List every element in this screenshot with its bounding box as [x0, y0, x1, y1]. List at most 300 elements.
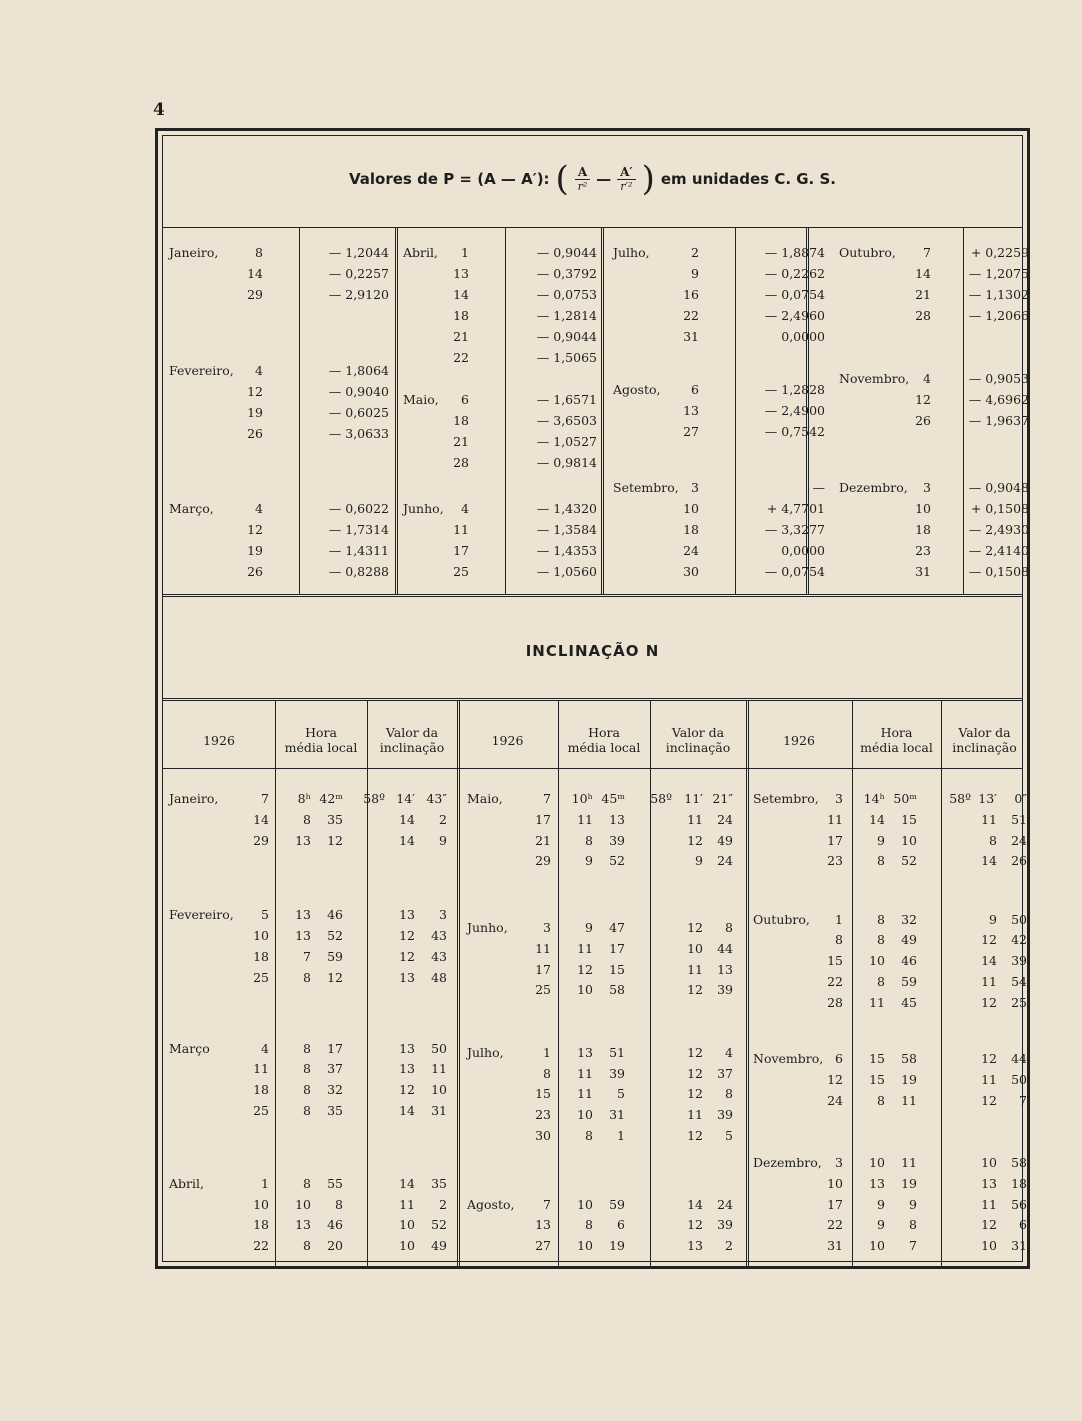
incl-arcmin-cell: 12: [399, 1082, 415, 1098]
p-day-cell: 10: [683, 501, 699, 517]
incl-minute-cell: 8: [909, 1217, 917, 1233]
incl-hour-cell: 8: [585, 1217, 593, 1233]
incl-day-cell: 27: [535, 1238, 551, 1254]
incl-arcmin-cell: 10: [399, 1217, 415, 1233]
incl-arcmin-cell: 8: [989, 832, 997, 848]
incl-day-cell: 8: [835, 932, 843, 948]
p-day-cell: 3: [691, 480, 699, 496]
p-value-cell: + 0,1508: [970, 501, 1029, 517]
incl-day-cell: 22: [827, 974, 843, 990]
incl-arcsec-cell: 25: [1011, 994, 1027, 1010]
p-day-cell: 30: [683, 564, 699, 580]
incl-day-cell: 13: [535, 1217, 551, 1233]
incl-hour-cell: 8: [303, 1061, 311, 1077]
p-month-label: Dezembro,: [839, 480, 908, 496]
incl-arcsec-cell: 44: [1011, 1051, 1027, 1066]
incl-minute-cell: 52: [609, 853, 625, 869]
p-title-prefix: Valores de P = (A — A′):: [349, 170, 550, 188]
incl-day-cell: 17: [827, 832, 843, 848]
incl-minute-cell: 7: [909, 1238, 917, 1254]
hora-header-line: média local: [860, 740, 933, 755]
incl-arcsec-cell: 7: [1019, 1092, 1027, 1108]
p-day-cell: 31: [683, 329, 699, 344]
incl-minute-cell: 37: [327, 1061, 343, 1077]
incl-arcsec-cell: 24: [717, 811, 733, 827]
incl-hour-cell: 8: [303, 1082, 311, 1098]
incl-minute-cell: 9: [909, 1196, 917, 1212]
incl-month-label: Novembro,: [753, 1051, 824, 1066]
paren-open: (: [555, 159, 569, 199]
incl-minute-cell: 17: [609, 940, 625, 956]
incl-rule-b1: [558, 701, 559, 1266]
incl-hour-cell: 15: [869, 1071, 885, 1087]
p-day-cell: 21: [915, 287, 931, 302]
incl-day-cell: 24: [827, 1092, 843, 1108]
incl-minute-cell: 46: [327, 907, 343, 923]
p-value-cell: — 0,0753: [536, 287, 597, 302]
p-value-cell: — 0,9053: [968, 371, 1029, 386]
incl-arcmin-cell: 12: [687, 1044, 703, 1060]
incl-hour-cell: 11: [577, 940, 593, 956]
p-col-divider-1: [395, 228, 398, 594]
hora-header-line: média local: [567, 740, 641, 755]
incl-arcmin-cell: 12: [981, 994, 997, 1010]
p-day-cell: 6: [461, 392, 469, 407]
incl-arcsec-cell: 42: [1011, 932, 1027, 948]
p-day-cell: 12: [247, 522, 263, 538]
incl-arcsec-cell: 52: [431, 1217, 447, 1233]
incl-day-cell: 21: [535, 832, 551, 848]
incl-rule-b2: [650, 701, 651, 1266]
incl-arcsec-cell: 44: [717, 940, 733, 956]
incl-hour-cell: 11: [577, 811, 593, 827]
incl-minute-cell: 35: [327, 811, 343, 827]
incl-degree-cell: 58º: [650, 791, 672, 806]
incl-minute-cell: 45ᵐ: [601, 791, 625, 806]
incl-arcmin-cell: 14: [399, 1175, 415, 1191]
incl-hour-cell: 8: [877, 911, 885, 927]
incl-hour-cell: 13: [295, 832, 311, 848]
incl-rule-c2: [941, 701, 942, 1266]
p-day-cell: 22: [683, 308, 699, 323]
valor-header-line: Valor da: [671, 725, 725, 740]
p-day-cell: 18: [915, 522, 931, 538]
incl-minute-cell: 39: [609, 832, 625, 848]
incl-hour-cell: 8: [877, 974, 885, 990]
incl-hour-cell: 10: [577, 1196, 593, 1212]
incl-minute-cell: 31: [609, 1107, 625, 1123]
incl-arcsec-cell: 2: [439, 1196, 447, 1212]
p-day-cell: 4: [923, 371, 931, 386]
incl-hour-cell: 12: [577, 961, 593, 977]
hora-header: [558, 725, 650, 755]
incl-arcsec-cell: 2: [439, 811, 447, 827]
p-title-suffix: em unidades C. G. S.: [660, 170, 836, 188]
p-day-cell: 4: [255, 501, 263, 517]
p-value-cell: 0,0000: [781, 329, 825, 344]
incl-day-cell: 15: [827, 953, 843, 969]
incl-arcmin-cell: 12: [981, 1051, 997, 1066]
incl-hour-cell: 8: [585, 1127, 593, 1143]
incl-header-rule: [163, 768, 1022, 769]
year-header-line: 1926: [491, 733, 524, 748]
incl-arcmin-cell: 14: [399, 1103, 415, 1118]
incl-day-cell: 4: [261, 1040, 269, 1056]
p-value-cell: — 0,0754: [764, 287, 825, 302]
incl-day-cell: 17: [535, 961, 551, 977]
incl-arcsec-cell: 39: [717, 1217, 733, 1233]
frac1-num: A: [575, 165, 590, 180]
incl-day-cell: 22: [253, 1238, 269, 1254]
table-frame: [155, 128, 1030, 1269]
incl-arcsec-cell: 50: [1011, 911, 1027, 927]
p-day-cell: 17: [453, 543, 469, 559]
p-day-cell: 28: [915, 308, 931, 323]
incl-minute-cell: 32: [901, 911, 917, 927]
p-day-cell: 25: [453, 564, 469, 580]
incl-month-label: Agosto,: [467, 1196, 515, 1212]
p-day-cell: 23: [915, 543, 931, 559]
p-value-cell: — 0,6025: [328, 404, 389, 420]
incl-day-cell: 23: [827, 853, 843, 869]
incl-hour-cell: 10: [869, 1238, 885, 1254]
p-month-label: Setembro,: [613, 480, 679, 496]
incl-arcsec-cell: 31: [1011, 1238, 1027, 1254]
p-value-cell: — 1,5065: [536, 350, 597, 365]
incl-arcsec-cell: 26: [1011, 853, 1027, 869]
incl-arcsec-cell: 50: [1011, 1071, 1027, 1087]
p-col-divider-2: [601, 228, 604, 594]
incl-day-cell: 22: [827, 1217, 843, 1233]
page-number: 4: [153, 100, 165, 120]
incl-minute-cell: 51: [609, 1044, 625, 1060]
p-month-label: Janeiro,: [169, 245, 219, 260]
valor-header: [941, 725, 1028, 755]
incl-arcmin-cell: 12: [399, 949, 415, 965]
incl-day-cell: 25: [253, 969, 269, 985]
p-day-cell: 16: [683, 287, 699, 302]
incl-hour-cell: 8: [303, 1175, 311, 1191]
incl-arcsec-cell: 24: [717, 853, 733, 869]
incl-arcmin-cell: 13′: [978, 791, 997, 806]
incl-minute-cell: 19: [609, 1238, 625, 1254]
p-value-cell: — 4,6962: [968, 392, 1029, 407]
incl-hour-cell: 13: [869, 1175, 885, 1191]
incl-minute-cell: 39: [609, 1065, 625, 1081]
incl-arcmin-cell: 12: [687, 832, 703, 848]
incl-hour-cell: 10ʰ: [571, 791, 593, 806]
incl-arcmin-cell: 14: [399, 832, 415, 848]
p-value-cell: — 0,3792: [536, 266, 597, 281]
incl-month-label: Outubro,: [753, 911, 810, 927]
incl-minute-cell: 50ᵐ: [893, 791, 917, 806]
incl-arcsec-cell: 48: [431, 969, 447, 985]
fraction-a-r2: [575, 165, 590, 194]
p-value-cell: — 1,0560: [536, 564, 597, 580]
incl-day-cell: 3: [835, 791, 843, 806]
incl-hour-cell: 13: [295, 907, 311, 923]
incl-day-cell: 15: [535, 1086, 551, 1102]
incl-arcsec-cell: 0″: [1014, 791, 1027, 806]
p-day-cell: 6: [691, 381, 699, 397]
incl-arcsec-cell: 11: [431, 1061, 447, 1077]
p-value-cell: — 1,4320: [536, 501, 597, 517]
p-day-cell: 9: [691, 266, 699, 281]
p-day-cell: 13: [453, 266, 469, 281]
incl-arcsec-cell: 13: [717, 961, 733, 977]
incl-arcsec-cell: 24: [717, 1196, 733, 1212]
incl-day-cell: 5: [261, 907, 269, 923]
incl-arcmin-cell: 10: [399, 1238, 415, 1254]
valor-header-line: Valor da: [958, 725, 1011, 740]
incl-arcmin-cell: 13: [399, 1040, 415, 1056]
incl-day-cell: 25: [535, 982, 551, 998]
incl-arcsec-cell: 43″: [426, 791, 447, 806]
incl-arcsec-cell: 10: [431, 1082, 447, 1098]
incl-day-cell: 7: [543, 1196, 551, 1212]
incl-hour-cell: 9: [585, 853, 593, 869]
incl-hour-cell: 8: [877, 932, 885, 948]
hora-header-line: Hora: [880, 725, 913, 740]
p-day-cell: 18: [683, 522, 699, 538]
p-table-title: [163, 159, 1022, 199]
incl-day-cell: 30: [535, 1127, 551, 1143]
p-value-cell: — 0,9048: [968, 480, 1029, 496]
frac2-den: r′²: [620, 179, 633, 193]
incl-arcsec-cell: 21″: [712, 791, 733, 806]
incl-minute-cell: 59: [609, 1196, 625, 1212]
incl-day-cell: 1: [835, 911, 843, 927]
p-value-cell: — 0,8288: [328, 564, 389, 580]
incl-arcmin-cell: 12: [981, 1092, 997, 1108]
incl-hour-cell: 9: [585, 919, 593, 935]
incl-hour-cell: 10: [295, 1196, 311, 1212]
p-value-cell: — 1,7314: [328, 522, 389, 538]
incl-hour-cell: 10: [869, 1155, 885, 1170]
incl-minute-cell: 59: [327, 949, 343, 965]
incl-hour-cell: 10: [577, 982, 593, 998]
p-day-cell: 2: [691, 245, 699, 260]
p-day-cell: 14: [247, 266, 263, 281]
p-value-cell: — 1,1302: [968, 287, 1029, 302]
incl-minute-cell: 45: [901, 994, 917, 1010]
incl-hour-cell: 8: [877, 1092, 885, 1108]
incl-arcmin-cell: 11: [687, 811, 703, 827]
p-table-bottom-rule: [163, 594, 1022, 597]
year-header-line: 1926: [783, 733, 815, 748]
p-value-cell: — 0,2257: [328, 266, 389, 281]
incl-minute-cell: 12: [327, 969, 343, 985]
p-value-cell: — 3,3277: [764, 522, 825, 538]
p-value-cell: — 1,3584: [536, 522, 597, 538]
incl-arcmin-cell: 12: [687, 1127, 703, 1143]
p-value-cell: — 2,4900: [764, 402, 825, 418]
incl-arcmin-cell: 12: [687, 982, 703, 998]
year-header-line: 1926: [203, 733, 235, 748]
incl-hour-cell: 8: [303, 811, 311, 827]
incl-minute-cell: 35: [327, 1103, 343, 1118]
incl-day-cell: 12: [827, 1071, 843, 1087]
year-header: [746, 733, 852, 748]
p-month-label: Julho,: [613, 245, 650, 260]
incl-rule-a1: [275, 701, 276, 1266]
incl-arcmin-cell: 13: [399, 907, 415, 923]
p-day-cell: 26: [915, 413, 931, 428]
p-day-cell: 29: [247, 287, 263, 302]
incl-arcmin-cell: 13: [981, 1175, 997, 1191]
incl-day-cell: 14: [253, 811, 269, 827]
incl-hour-cell: 14ʰ: [863, 791, 885, 806]
p-value-cell: — 1,9637: [968, 413, 1029, 428]
p-value-cell: — 0,9044: [536, 245, 597, 260]
incl-arcsec-cell: 4: [725, 1044, 733, 1060]
incl-arcsec-cell: 35: [431, 1175, 447, 1191]
p-val-rule-2: [505, 228, 506, 594]
incl-minute-cell: 1: [617, 1127, 625, 1143]
table-frame-inner: [162, 135, 1029, 1262]
incl-minute-cell: 52: [327, 928, 343, 944]
incl-arcsec-cell: 50: [431, 1040, 447, 1056]
incl-arcsec-cell: 49: [717, 832, 733, 848]
incl-day-cell: 18: [253, 1082, 269, 1098]
p-val-rule-4: [963, 228, 964, 594]
incl-arcmin-cell: 9: [989, 911, 997, 927]
incl-minute-cell: 42ᵐ: [319, 791, 343, 806]
incl-hour-cell: 8: [303, 969, 311, 985]
incl-arcsec-cell: 49: [431, 1238, 447, 1254]
p-day-cell: 18: [453, 308, 469, 323]
p-day-cell: 13: [683, 402, 699, 418]
incl-hour-cell: 10: [577, 1238, 593, 1254]
incl-hour-cell: 8: [303, 1238, 311, 1254]
hora-header: [275, 725, 367, 755]
incl-day-cell: 10: [253, 1196, 269, 1212]
p-header-rule: [163, 227, 1022, 228]
minus-sign: —: [596, 170, 612, 188]
frac2-num: A′: [617, 165, 635, 180]
incl-hour-cell: 8: [877, 853, 885, 869]
p-value-cell: —: [812, 480, 825, 496]
incl-day-cell: 8: [543, 1065, 551, 1081]
p-value-cell: — 3,6503: [536, 413, 597, 428]
incl-month-label: Abril,: [169, 1175, 204, 1191]
hora-header: [852, 725, 941, 755]
p-value-cell: — 1,2828: [764, 381, 825, 397]
hora-header-line: média local: [284, 740, 358, 755]
incl-arcmin-cell: 14′: [396, 791, 415, 806]
incl-month-label: Dezembro,: [753, 1155, 822, 1170]
p-value-cell: — 2,4930: [968, 522, 1029, 538]
incl-day-cell: 17: [535, 811, 551, 827]
incl-day-cell: 3: [835, 1155, 843, 1170]
incl-minute-cell: 46: [327, 1217, 343, 1233]
p-day-cell: 8: [255, 245, 263, 260]
incl-minute-cell: 46: [901, 953, 917, 969]
incl-arcmin-cell: 12: [399, 928, 415, 944]
valor-header-line: inclinação: [665, 740, 731, 755]
p-month-label: Junho,: [403, 501, 444, 517]
p-day-cell: 26: [247, 425, 263, 441]
p-day-cell: 12: [247, 383, 263, 399]
p-month-label: Outubro,: [839, 245, 896, 260]
incl-title-rule: [163, 698, 1022, 701]
incl-day-cell: 29: [535, 853, 551, 869]
p-value-cell: — 0,6022: [328, 501, 389, 517]
incl-hour-cell: 15: [869, 1051, 885, 1066]
p-day-cell: 11: [453, 522, 469, 538]
frac1-den: r²: [577, 179, 588, 193]
incl-arcsec-cell: 54: [1011, 974, 1027, 990]
p-value-cell: — 1,0527: [536, 434, 597, 449]
incl-hour-cell: 11: [577, 1086, 593, 1102]
incl-minute-cell: 10: [901, 832, 917, 848]
incl-day-cell: 10: [827, 1175, 843, 1191]
p-day-cell: 14: [915, 266, 931, 281]
incl-minute-cell: 17: [327, 1040, 343, 1056]
p-value-cell: — 0,2262: [764, 266, 825, 281]
valor-header: [367, 725, 457, 755]
p-value-cell: — 1,6571: [536, 392, 597, 407]
incl-minute-cell: 19: [901, 1071, 917, 1087]
p-value-cell: — 2,4140: [968, 543, 1029, 559]
p-month-label: Abril,: [403, 245, 438, 260]
year-header: [457, 733, 558, 748]
p-value-cell: — 0,9814: [536, 455, 597, 470]
incl-arcmin-cell: 11: [687, 1107, 703, 1123]
incl-arcsec-cell: 2: [725, 1238, 733, 1254]
incl-arcsec-cell: 8: [725, 1086, 733, 1102]
p-day-cell: 21: [453, 434, 469, 449]
incl-arcsec-cell: 39: [1011, 953, 1027, 969]
incl-month-label: Junho,: [467, 919, 508, 935]
p-day-cell: 4: [255, 362, 263, 378]
p-day-cell: 31: [915, 564, 931, 580]
incl-hour-cell: 8: [303, 1103, 311, 1118]
p-day-cell: 28: [453, 455, 469, 470]
p-value-cell: — 1,2075: [968, 266, 1029, 281]
incl-day-cell: 17: [827, 1196, 843, 1212]
incl-minute-cell: 11: [901, 1155, 917, 1170]
incl-day-cell: 23: [535, 1107, 551, 1123]
incl-month-label: Janeiro,: [169, 791, 219, 806]
incl-month-label: Março: [169, 1040, 210, 1056]
incl-day-cell: 28: [827, 994, 843, 1010]
p-day-cell: 12: [915, 392, 931, 407]
incl-arcsec-cell: 6: [1019, 1217, 1027, 1233]
incl-hour-cell: 9: [877, 832, 885, 848]
incl-rule-a2: [367, 701, 368, 1266]
incl-day-cell: 11: [827, 811, 843, 827]
incl-arcmin-cell: 12: [981, 932, 997, 948]
incl-arcmin-cell: 10: [981, 1238, 997, 1254]
p-day-cell: 7: [923, 245, 931, 260]
incl-minute-cell: 47: [609, 919, 625, 935]
p-value-cell: — 0,9044: [536, 329, 597, 344]
p-day-cell: 1: [461, 245, 469, 260]
incl-hour-cell: 13: [577, 1044, 593, 1060]
incl-day-cell: 18: [253, 949, 269, 965]
incl-day-cell: 10: [253, 928, 269, 944]
incl-minute-cell: 8: [335, 1196, 343, 1212]
incl-minute-cell: 59: [901, 974, 917, 990]
incl-minute-cell: 12: [327, 832, 343, 848]
incl-minute-cell: 58: [901, 1051, 917, 1066]
incl-col-divider-2: [746, 701, 749, 1266]
p-value-cell: — 1,2814: [536, 308, 597, 323]
incl-hour-cell: 11: [869, 994, 885, 1010]
p-day-cell: 27: [683, 423, 699, 439]
p-value-cell: — 0,1508: [968, 564, 1029, 580]
